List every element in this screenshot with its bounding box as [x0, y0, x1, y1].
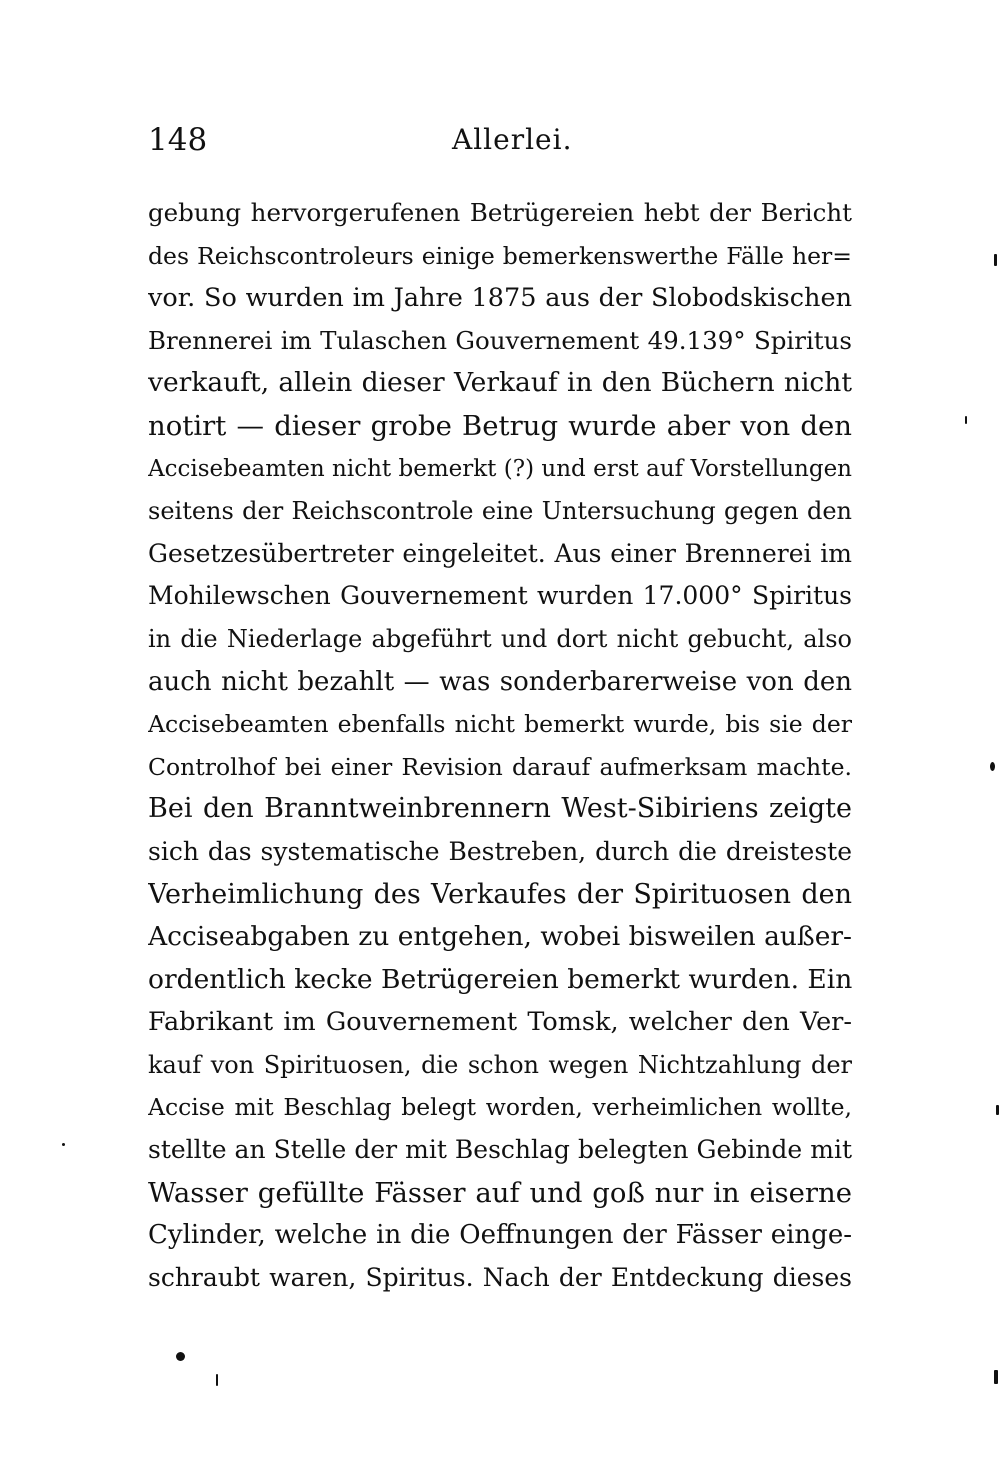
text-line: Accisebeamten ebenfalls nicht bemerkt wurde, bis sie der: [148, 710, 852, 739]
text-line: schraubt waren, Spiritus. Nach der Entdeckung dieses: [148, 1262, 852, 1292]
scan-speck: [176, 1352, 185, 1361]
text-line: stellte an Stelle der mit Beschlag belegten Gebinde mit: [148, 1135, 852, 1165]
text-line: Cylinder, welche in die Oeffnungen der Fässer einge-: [148, 1220, 852, 1251]
text-line: auch nicht bezahlt — was sonderbarerweise von den: [148, 666, 852, 697]
scan-speck: [996, 1105, 999, 1115]
text-line: Acciseabgaben zu entgehen, wobei bisweilen außer-: [148, 921, 852, 953]
page-header: [148, 118, 856, 168]
text-line: in die Niederlage abgeführt und dort nicht gebucht, also: [148, 624, 852, 653]
text-line: Fabrikant im Gouvernement Tomsk, welcher den Ver-: [148, 1007, 852, 1038]
page-number: 148: [148, 122, 208, 158]
running-title: Allerlei.: [452, 123, 573, 156]
text-line: Accise mit Beschlag belegt worden, verheimlichen wollte,: [148, 1093, 852, 1122]
scan-speck: [62, 1143, 65, 1146]
text-line: Wasser gefüllte Fässer auf und goß nur in eiserne: [148, 1176, 852, 1209]
text-line: des Reichscontroleurs einige bemerkenswerthe Fälle her=: [148, 241, 852, 270]
text-line: Bei den Branntweinbrennern West-Sibiriens zeigte: [148, 793, 852, 825]
body-text: [148, 192, 852, 1299]
text-line: seitens der Reichscontrole eine Untersuchung gegen den: [148, 497, 852, 526]
text-line: Mohilewschen Gouvernement wurden 17.000° Spiritus: [148, 581, 852, 611]
text-line: kauf von Spirituosen, die schon wegen Nichtzahlung der: [148, 1050, 852, 1079]
text-line: verkauft, allein dieser Verkauf in den Büchern nicht: [148, 367, 852, 399]
scan-speck: [994, 254, 997, 266]
text-line: Controlhof bei einer Revision darauf aufmerksam machte.: [148, 752, 852, 781]
scan-speck: [216, 1374, 218, 1386]
text-line: gebung hervorgerufenen Betrügereien hebt der Bericht: [148, 198, 852, 227]
text-line: ordentlich kecke Betrügereien bemerkt wurden. Ein: [148, 963, 852, 995]
scan-speck: [990, 762, 995, 771]
text-line: sich das systematische Bestreben, durch die dreisteste: [148, 836, 852, 866]
text-line: notirt — dieser grobe Betrug wurde aber von den: [148, 409, 852, 442]
scan-speck: [994, 1370, 998, 1384]
text-line: Gesetzesübertreter eingeleitet. Aus einer Brennerei im: [148, 538, 852, 568]
text-line: Verheimlichung des Verkaufes der Spirituosen den: [148, 878, 852, 910]
text-line: vor. So wurden im Jahre 1875 aus der Slobodskischen: [148, 283, 852, 314]
text-line: Accisebeamten nicht bemerkt (?) und erst auf Vorstellungen: [148, 455, 852, 482]
scan-speck: [965, 416, 967, 424]
text-line: Brennerei im Tulaschen Gouvernement 49.139° Spiritus: [148, 325, 852, 355]
